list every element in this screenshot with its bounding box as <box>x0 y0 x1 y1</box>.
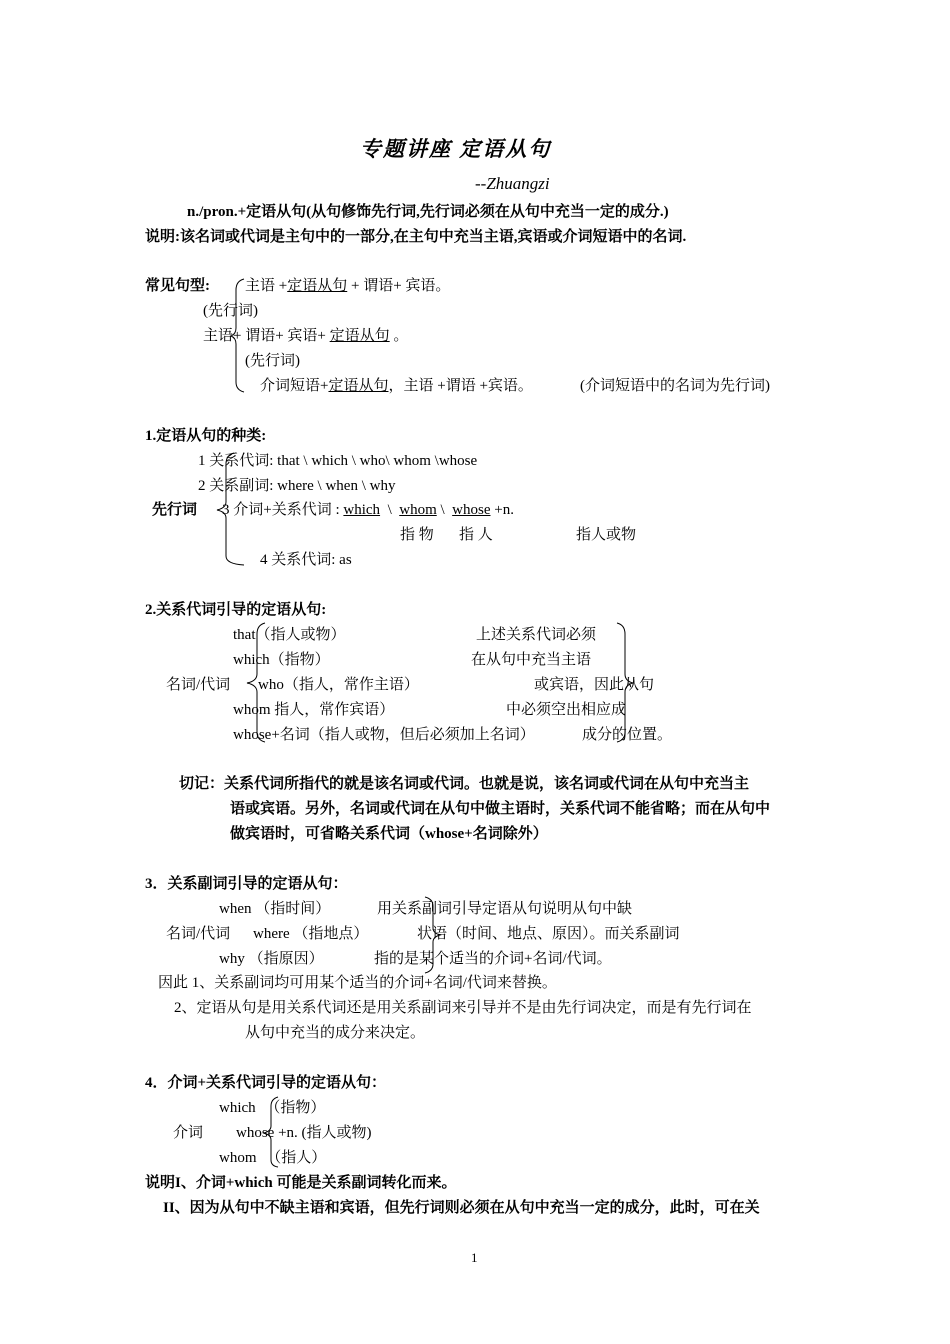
s2-row-who: who（指人，常作主语） <box>258 677 419 693</box>
s4-which: which <box>219 1100 256 1116</box>
s3-row-why: why （指原因） <box>219 951 324 967</box>
s3-comment-1: 用关系副词引导定语从句说明从句中缺 <box>377 901 633 917</box>
s4-note-2: II、因为从句中不缺主语和宾语，但先行词则必须在从句中充当一定的成分，此时，可在关 <box>163 1200 760 1216</box>
s3-row-where: where （指地点） <box>253 926 369 942</box>
s3-comment-2: 状语（时间、地点、原因）。而关系副词 <box>417 926 680 942</box>
s2-comment-4: 中必须空出相应成 <box>506 702 627 718</box>
s2-row-whose: whose+名词（指人或物，但后必须加上名词） <box>233 727 535 743</box>
s4-whom: whom <box>219 1150 257 1166</box>
s4-note-1: 说明I、介词+which 可能是关系副词转化而来。 <box>145 1175 457 1191</box>
s2-right-brace <box>616 622 636 744</box>
pattern-3-tail: ，主语 +谓语 +宾语。 <box>388 378 533 394</box>
s1-whom: whom <box>399 502 437 518</box>
s1-item-3-tail: +n. <box>490 502 514 518</box>
memo-line-2: 语或宾语。另外，名词或代词在从句中做主语时，关系代词不能省略；而在从句中 <box>230 801 771 817</box>
s1-note-person: 指 人 <box>459 527 493 543</box>
memo-line-3: 做宾语时，可省略关系代词（whose+名词除外） <box>230 826 548 842</box>
s2-comment-1: 上述关系代词必须 <box>476 627 597 643</box>
s4-left-label: 介词 <box>173 1125 204 1141</box>
s1-sep-1: \ <box>380 502 400 518</box>
s1-which: which <box>343 502 381 518</box>
patterns-brace <box>230 278 250 393</box>
pattern-1-tail: + 谓语+ 宾语。 <box>347 278 451 294</box>
s4-which-note: （指物） <box>265 1100 326 1116</box>
pattern-3-note: (介词短语中的名词为先行词) <box>580 378 770 394</box>
s1-left-label: 先行词 <box>152 502 198 518</box>
s3-right-brace <box>424 896 444 974</box>
pattern-2-note: (先行词) <box>245 353 300 369</box>
s2-row-which: which（指物） <box>233 652 330 668</box>
pattern-3-text: 介词短语+ <box>260 378 329 394</box>
pattern-1-underlined: 定语从句 <box>287 278 348 294</box>
s1-note-thing: 指 物 <box>400 527 434 543</box>
s2-comment-5: 成分的位置。 <box>582 727 673 743</box>
s1-item-4: 4 关系代词: as <box>260 552 352 568</box>
page-title: 专题讲座 定语从句 <box>360 137 552 161</box>
memo-line-1: 切记：关系代词所指代的就是该名词或代词。也就是说，该名词或代词在从句中充当主 <box>179 776 750 792</box>
note-line: 说明:该名词或代词是主句中的一部分,在主句中充当主语,宾语或介词短语中的名词. <box>145 229 687 245</box>
pattern-2-text: 主语+ 谓语+ 宾语+ <box>203 328 330 344</box>
s2-row-that: that（指人或物） <box>233 627 346 643</box>
s4-row-whose <box>236 1123 372 1143</box>
s1-item-2: 2 关系副词: where \ when \ why <box>198 478 396 494</box>
s3-note-3: 从句中充当的成分来决定。 <box>245 1025 426 1041</box>
s4-whose-note: +n. (指人或物) <box>274 1125 372 1141</box>
pattern-2-tail: 。 <box>389 328 409 344</box>
s2-left-label: 名词/代词 <box>166 677 231 693</box>
pattern-1-text: 主语 + <box>245 278 288 294</box>
s1-whose: whose <box>452 502 491 518</box>
section-4-heading: 4．介词+关系代词引导的定语从句： <box>145 1075 387 1091</box>
s3-note-1: 因此 1、关系副词均可用某个适当的介词+名词/代词来替换。 <box>158 975 557 991</box>
patterns-label: 常见句型: <box>145 278 210 294</box>
s1-sep-2: \ <box>436 502 453 518</box>
s4-brace <box>262 1096 280 1168</box>
s3-note-2: 2、定语从句是用关系代词还是用关系副词来引导并不是由先行词决定，而是有先行词在 <box>174 1000 752 1016</box>
pattern-1-note: (先行词) <box>203 303 258 319</box>
pattern-3 <box>260 376 533 396</box>
s1-note-both: 指人或物 <box>576 527 637 543</box>
page-number: 1 <box>471 1250 478 1265</box>
pattern-3-underlined: 定语从句 <box>328 378 389 394</box>
s1-item-3-text: 3 介词+关系代词 : <box>222 502 344 518</box>
s4-whose: whose <box>236 1125 275 1141</box>
s4-whom-note: （指人） <box>266 1150 327 1166</box>
section-3-heading: 3．关系副词引导的定语从句： <box>145 876 348 892</box>
s2-left-brace <box>245 622 267 744</box>
s2-comment-3: 或宾语，因此从句 <box>534 677 655 693</box>
s2-row-whom: whom 指人，常作宾语） <box>233 702 395 718</box>
s3-left-label: 名词/代词 <box>166 926 231 942</box>
s1-brace <box>214 452 244 570</box>
section-1-heading: 1.定语从句的种类: <box>145 428 267 444</box>
s3-comment-3: 指的是某个适当的介词+名词/代词。 <box>374 951 612 967</box>
s1-item-3 <box>222 500 514 520</box>
definition-line: n./pron.+定语从句(从句修饰先行词,先行词必须在从句中充当一定的成分.) <box>187 204 669 220</box>
pattern-1 <box>245 276 450 296</box>
s1-item-1: 1 关系代词: that \ which \ who\ whom \whose <box>198 453 478 469</box>
author-byline: --Zhuangzi <box>475 174 550 193</box>
s2-comment-2: 在从句中充当主语 <box>471 652 592 668</box>
pattern-2-underlined: 定语从句 <box>329 328 390 344</box>
section-2-heading: 2.关系代词引导的定语从句: <box>145 602 327 618</box>
s3-row-when: when （指时间） <box>219 901 331 917</box>
